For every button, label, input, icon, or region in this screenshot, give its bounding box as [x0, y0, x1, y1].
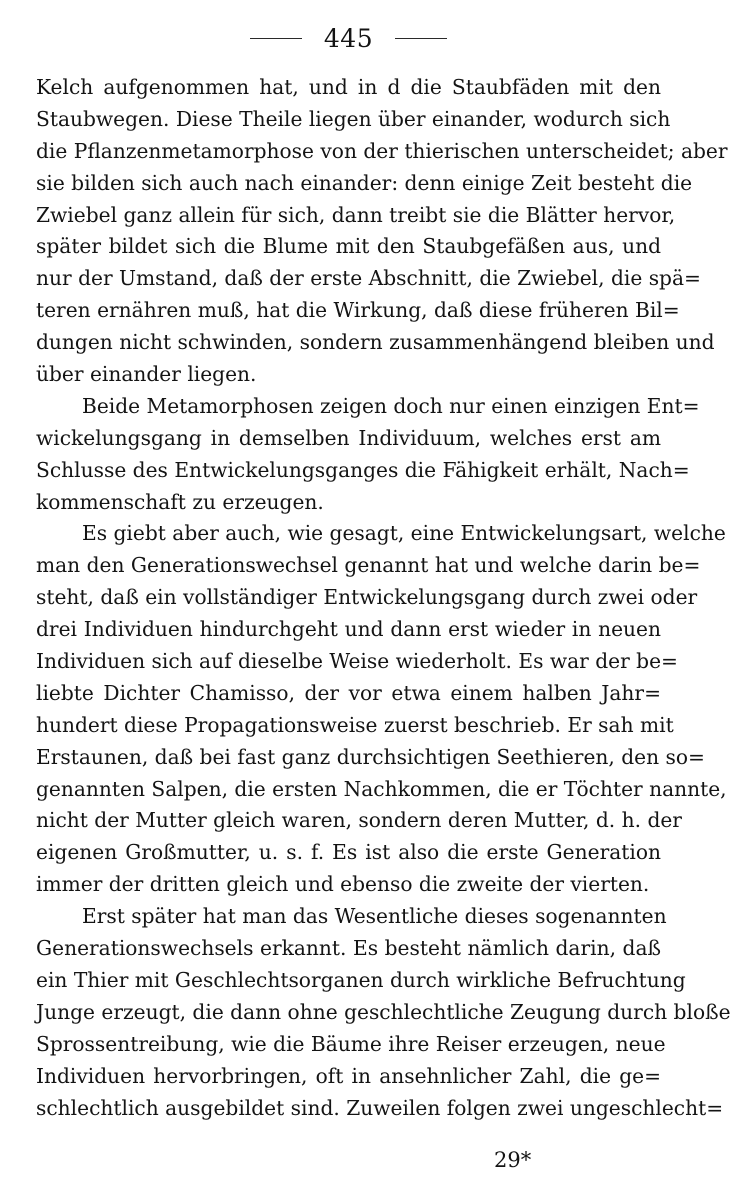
text-line: Individuen hervorbringen, oft in ansehnlicher Zahl, die ge=	[36, 1063, 661, 1088]
paragraph	[36, 518, 727, 901]
text-line: steht, daß ein vollständiger Entwickelungsgang durch zwei oder	[36, 585, 698, 610]
header-rule-right	[395, 38, 447, 39]
text-line: Zwiebel ganz allein für sich, dann treibt sie die Blätter hervor,	[36, 202, 676, 227]
text-line: Beide Metamorphosen zeigen doch nur einen einzigen Ent=	[82, 393, 700, 418]
paragraph	[36, 391, 700, 519]
text-line: Erstaunen, daß bei fast ganz durchsichtigen Seethieren, den so=	[36, 744, 705, 769]
text-line: wickelungsgang in demselben Individuum, welches erst am	[36, 425, 661, 450]
text-line: Individuen sich auf dieselbe Weise wiederholt. Es war der be=	[36, 649, 678, 674]
printer-signature-mark: 29*	[494, 1148, 532, 1172]
text-line: sie bilden sich auch nach einander: denn einige Zeit besteht die	[36, 170, 693, 195]
page-header	[0, 18, 697, 58]
header-rule-left	[250, 38, 302, 39]
text-line: immer der dritten gleich und ebenso die zweite der vierten.	[36, 872, 650, 897]
paragraph	[36, 72, 728, 391]
text-line: genannten Salpen, die ersten Nachkommen, die er Töchter nannte,	[36, 776, 727, 801]
text-line: schlechtlich ausgebildet sind. Zuweilen folgen zwei ungeschlecht=	[36, 1095, 724, 1120]
text-line: kommenschaft zu erzeugen.	[36, 489, 324, 514]
text-line: eigenen Großmutter, u. s. f. Es ist also die erste Generation	[36, 840, 661, 865]
text-line: über einander liegen.	[36, 362, 257, 387]
text-line: hundert diese Propagationsweise zuerst beschrieb. Er sah mit	[36, 712, 674, 737]
text-line: Es giebt aber auch, wie gesagt, eine Entwickelungsart, welche	[82, 521, 726, 546]
text-line: man den Generationswechsel genannt hat und welche darin be=	[36, 553, 701, 578]
text-line: drei Individuen hindurchgeht und dann erst wieder in neuen	[36, 617, 661, 642]
body-text	[36, 72, 731, 1124]
text-line: Junge erzeugt, die dann ohne geschlechtliche Zeugung durch bloße	[36, 999, 731, 1024]
page-number: 445	[323, 23, 374, 53]
text-line: Staubwegen. Diese Theile liegen über einander, wodurch sich	[36, 106, 671, 131]
text-line: nur der Umstand, daß der erste Abschnitt, die Zwiebel, die spä=	[36, 266, 701, 291]
text-line: nicht der Mutter gleich waren, sondern deren Mutter, d. h. der	[36, 808, 682, 833]
text-line: teren ernähren muß, hat die Wirkung, daß diese früheren Bil=	[36, 298, 680, 323]
text-line: Kelch aufgenommen hat, und in d die Staubfäden mit den	[36, 75, 661, 99]
text-line: liebte Dichter Chamisso, der vor etwa einem halben Jahr=	[36, 680, 661, 705]
text-line: Erst später hat man das Wesentliche dieses sogenannten	[82, 904, 667, 929]
text-line: Schlusse des Entwickelungsganges die Fähigkeit erhält, Nach=	[36, 457, 690, 482]
text-line: die Pflanzenmetamorphose von der thierischen unterscheidet; aber	[36, 138, 728, 163]
text-line: später bildet sich die Blume mit den Staubgefäßen aus, und	[36, 234, 661, 259]
text-line: Generationswechsels erkannt. Es besteht nämlich darin, daß	[36, 936, 661, 961]
text-line: dungen nicht schwinden, sondern zusammenhängend bleiben und	[36, 330, 715, 355]
text-line: Sprossentreibung, wie die Bäume ihre Reiser erzeugen, neue	[36, 1031, 666, 1056]
text-line: ein Thier mit Geschlechtsorganen durch wirkliche Befruchtung	[36, 967, 686, 992]
paragraph	[36, 901, 731, 1124]
